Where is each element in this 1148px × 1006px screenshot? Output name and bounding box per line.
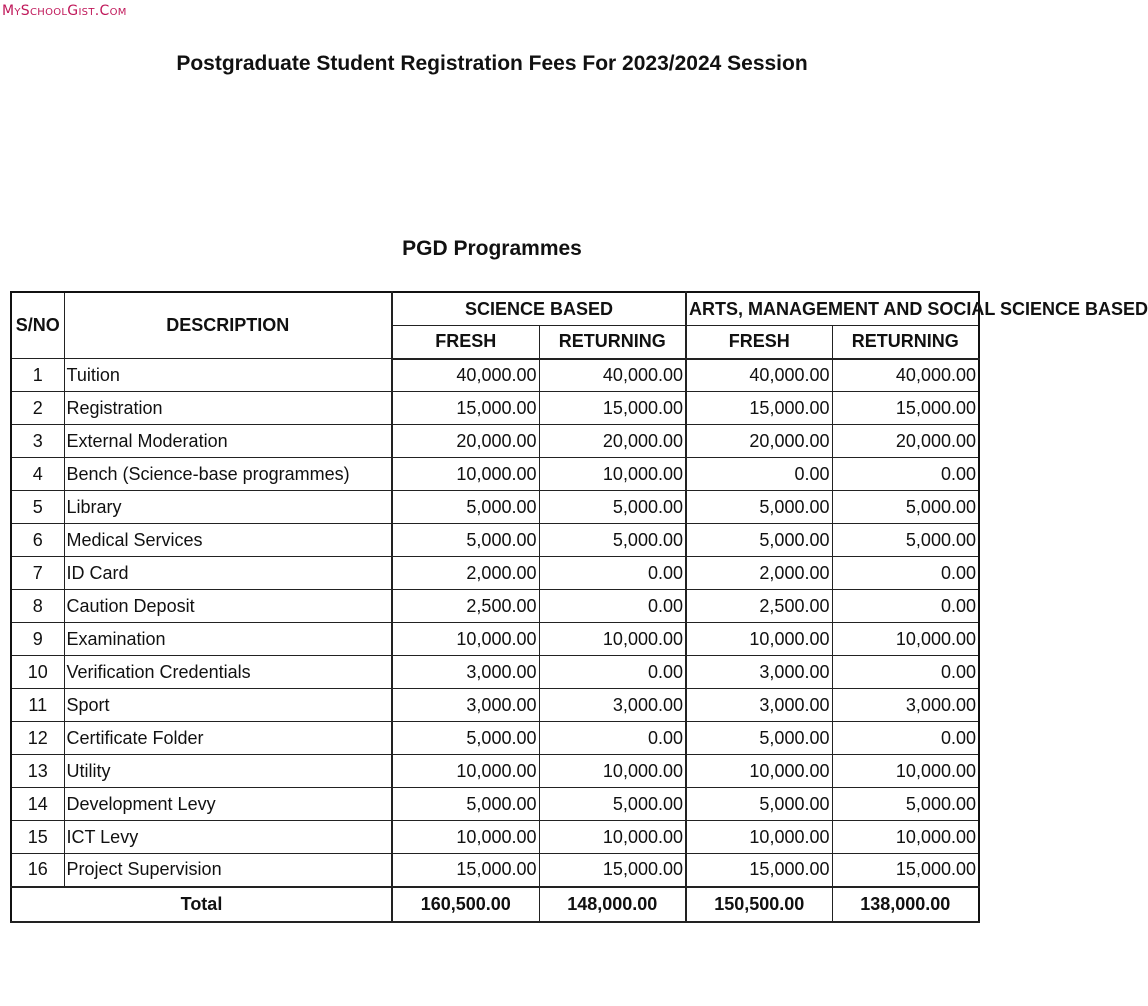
- row-description: Caution Deposit: [64, 590, 392, 623]
- table-row: [11, 590, 979, 623]
- fees-table: [10, 291, 1148, 923]
- table-row: [11, 656, 979, 689]
- table-row: [11, 821, 979, 854]
- row-sno: 7: [11, 557, 64, 590]
- row-arts-fresh: 2,500.00: [686, 590, 832, 623]
- row-science-returning: 40,000.00: [539, 359, 686, 392]
- row-arts-returning: 0.00: [832, 557, 979, 590]
- row-arts-fresh: 3,000.00: [686, 689, 832, 722]
- section-title: PGD Programmes: [402, 237, 582, 260]
- row-arts-returning: 20,000.00: [832, 425, 979, 458]
- row-arts-returning: 15,000.00: [832, 392, 979, 425]
- row-arts-fresh: 5,000.00: [686, 722, 832, 755]
- row-arts-returning: 15,000.00: [832, 854, 979, 887]
- row-science-fresh: 10,000.00: [392, 458, 539, 491]
- row-science-returning: 10,000.00: [539, 821, 686, 854]
- table-row: [11, 524, 979, 557]
- row-science-fresh: 20,000.00: [392, 425, 539, 458]
- header-arts-based: ARTS, MANAGEMENT AND SOCIAL SCIENCE BASED: [686, 292, 979, 326]
- total-science-returning: 148,000.00: [539, 887, 686, 922]
- row-sno: 5: [11, 491, 64, 524]
- table-row: [11, 755, 979, 788]
- row-sno: 8: [11, 590, 64, 623]
- table-row: [11, 788, 979, 821]
- row-arts-fresh: 20,000.00: [686, 425, 832, 458]
- row-science-returning: 15,000.00: [539, 392, 686, 425]
- row-science-returning: 10,000.00: [539, 755, 686, 788]
- total-row: [11, 887, 979, 922]
- row-arts-fresh: 3,000.00: [686, 656, 832, 689]
- row-science-fresh: 10,000.00: [392, 623, 539, 656]
- row-science-returning: 0.00: [539, 656, 686, 689]
- row-sno: 13: [11, 755, 64, 788]
- row-sno: 6: [11, 524, 64, 557]
- total-arts-fresh: 150,500.00: [686, 887, 832, 922]
- row-sno: 4: [11, 458, 64, 491]
- site-watermark: MySchoolGist.Com: [2, 3, 127, 19]
- header-description: DESCRIPTION: [64, 292, 392, 359]
- row-science-returning: 5,000.00: [539, 491, 686, 524]
- row-arts-fresh: 5,000.00: [686, 788, 832, 821]
- table-row: [11, 425, 979, 458]
- row-arts-fresh: 0.00: [686, 458, 832, 491]
- row-arts-fresh: 10,000.00: [686, 821, 832, 854]
- table-row: [11, 689, 979, 722]
- row-description: Certificate Folder: [64, 722, 392, 755]
- row-sno: 12: [11, 722, 64, 755]
- row-arts-fresh: 2,000.00: [686, 557, 832, 590]
- row-arts-fresh: 10,000.00: [686, 755, 832, 788]
- row-description: Tuition: [64, 359, 392, 392]
- row-arts-returning: 40,000.00: [832, 359, 979, 392]
- table-row: [11, 854, 979, 887]
- row-arts-returning: 10,000.00: [832, 755, 979, 788]
- row-science-fresh: 2,000.00: [392, 557, 539, 590]
- row-description: Verification Credentials: [64, 656, 392, 689]
- row-description: ICT Levy: [64, 821, 392, 854]
- row-arts-fresh: 5,000.00: [686, 524, 832, 557]
- row-arts-fresh: 10,000.00: [686, 623, 832, 656]
- row-science-returning: 10,000.00: [539, 623, 686, 656]
- row-description: External Moderation: [64, 425, 392, 458]
- row-science-fresh: 3,000.00: [392, 689, 539, 722]
- row-science-returning: 0.00: [539, 557, 686, 590]
- row-description: Medical Services: [64, 524, 392, 557]
- row-science-returning: 15,000.00: [539, 854, 686, 887]
- row-sno: 2: [11, 392, 64, 425]
- row-description: Registration: [64, 392, 392, 425]
- row-science-returning: 5,000.00: [539, 788, 686, 821]
- row-science-returning: 10,000.00: [539, 458, 686, 491]
- row-science-fresh: 10,000.00: [392, 821, 539, 854]
- table-row: [11, 359, 979, 392]
- row-description: Project Supervision: [64, 854, 392, 887]
- row-science-fresh: 5,000.00: [392, 722, 539, 755]
- row-description: Bench (Science-base programmes): [64, 458, 392, 491]
- row-arts-fresh: 5,000.00: [686, 491, 832, 524]
- row-description: Library: [64, 491, 392, 524]
- row-arts-returning: 0.00: [832, 458, 979, 491]
- row-science-fresh: 5,000.00: [392, 491, 539, 524]
- row-arts-returning: 10,000.00: [832, 821, 979, 854]
- total-arts-returning: 138,000.00: [832, 887, 979, 922]
- row-science-fresh: 10,000.00: [392, 755, 539, 788]
- table-row: [11, 623, 979, 656]
- total-science-fresh: 160,500.00: [392, 887, 539, 922]
- row-science-fresh: 15,000.00: [392, 854, 539, 887]
- header-arts-returning: RETURNING: [832, 326, 979, 359]
- row-arts-returning: 5,000.00: [832, 524, 979, 557]
- table-row: [11, 491, 979, 524]
- row-arts-returning: 3,000.00: [832, 689, 979, 722]
- row-science-returning: 0.00: [539, 722, 686, 755]
- row-sno: 14: [11, 788, 64, 821]
- row-science-fresh: 15,000.00: [392, 392, 539, 425]
- row-arts-fresh: 40,000.00: [686, 359, 832, 392]
- row-science-fresh: 40,000.00: [392, 359, 539, 392]
- row-science-returning: 5,000.00: [539, 524, 686, 557]
- row-sno: 10: [11, 656, 64, 689]
- row-sno: 15: [11, 821, 64, 854]
- document-title: Postgraduate Student Registration Fees For 2023/2024 Session: [176, 52, 808, 75]
- row-arts-returning: 0.00: [832, 656, 979, 689]
- row-science-fresh: 2,500.00: [392, 590, 539, 623]
- row-arts-returning: 5,000.00: [832, 491, 979, 524]
- row-arts-returning: 0.00: [832, 590, 979, 623]
- header-arts-fresh: FRESH: [686, 326, 832, 359]
- header-science-based: SCIENCE BASED: [392, 292, 686, 326]
- row-sno: 16: [11, 854, 64, 887]
- header-science-returning: RETURNING: [539, 326, 686, 359]
- header-sno: S/NO: [11, 292, 64, 359]
- row-science-fresh: 5,000.00: [392, 788, 539, 821]
- table-row: [11, 557, 979, 590]
- row-arts-returning: 0.00: [832, 722, 979, 755]
- row-science-returning: 3,000.00: [539, 689, 686, 722]
- row-science-returning: 20,000.00: [539, 425, 686, 458]
- row-description: Development Levy: [64, 788, 392, 821]
- row-arts-returning: 5,000.00: [832, 788, 979, 821]
- row-description: Sport: [64, 689, 392, 722]
- row-description: Utility: [64, 755, 392, 788]
- table-row: [11, 458, 979, 491]
- row-science-fresh: 3,000.00: [392, 656, 539, 689]
- row-sno: 9: [11, 623, 64, 656]
- row-sno: 11: [11, 689, 64, 722]
- fee-rows: [11, 359, 979, 887]
- table-row: [11, 392, 979, 425]
- row-sno: 3: [11, 425, 64, 458]
- row-description: ID Card: [64, 557, 392, 590]
- row-sno: 1: [11, 359, 64, 392]
- row-arts-returning: 10,000.00: [832, 623, 979, 656]
- row-science-fresh: 5,000.00: [392, 524, 539, 557]
- row-arts-fresh: 15,000.00: [686, 854, 832, 887]
- row-description: Examination: [64, 623, 392, 656]
- row-arts-fresh: 15,000.00: [686, 392, 832, 425]
- table-row: [11, 722, 979, 755]
- header-science-fresh: FRESH: [392, 326, 539, 359]
- total-label: Total: [11, 887, 392, 922]
- row-science-returning: 0.00: [539, 590, 686, 623]
